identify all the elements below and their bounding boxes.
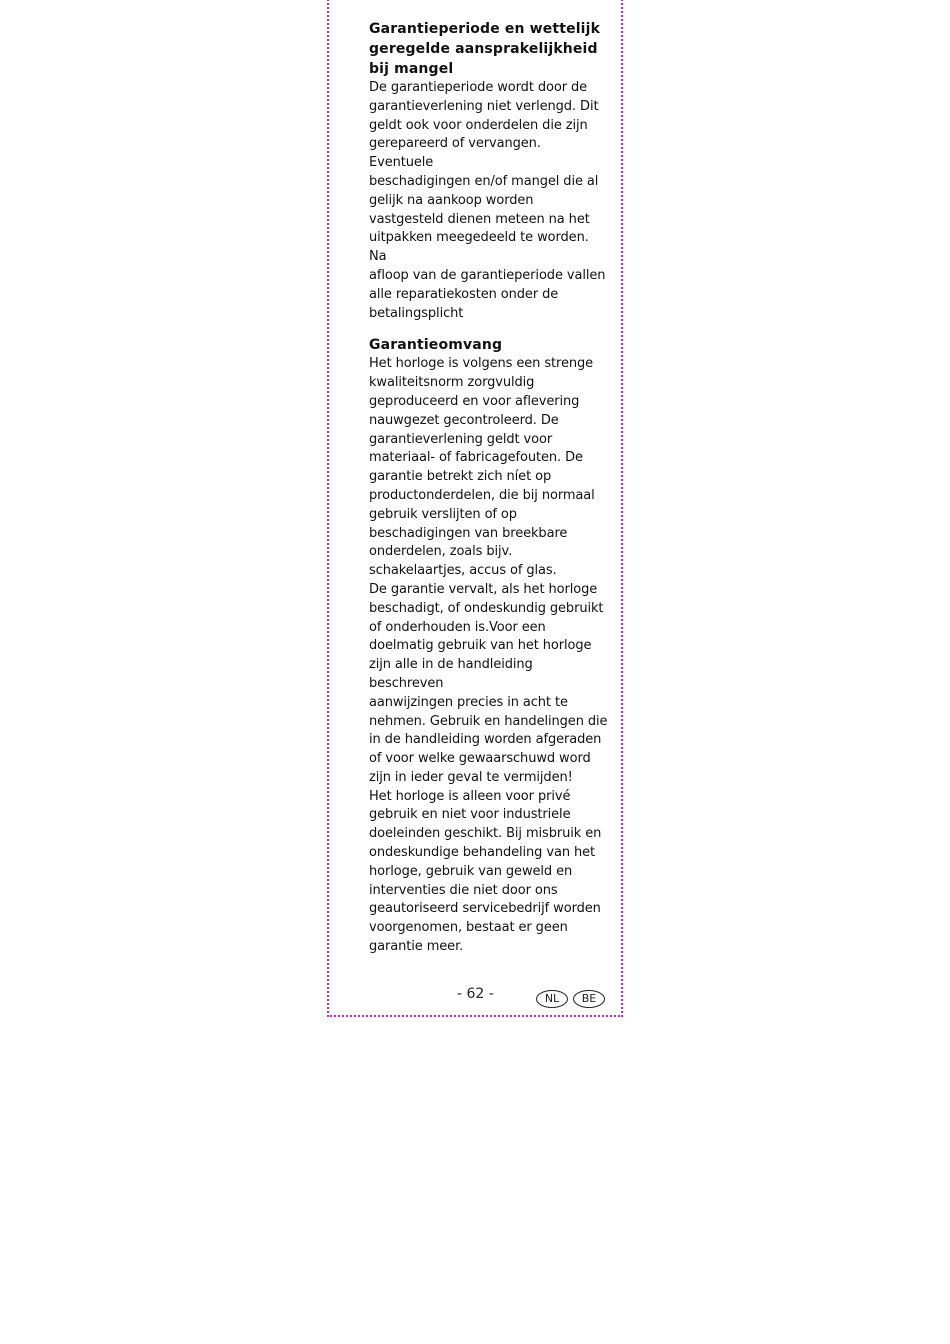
section-paragraph: Het horloge is volgens een strenge kwaliteitsnorm zorgvuldig geproduceerd en voor aflevering nauwgezet gecontroleerd. De garantieverlening geldt voor materiaal- of fabricagefouten. De garantie betrekt zich níet op productonderdelen, die bij normaal gebruik verslijten of op beschadigingen van breekbare onderdelen, zoals bijv. schakelaartjes, accus of glas. De garantie vervalt, als het horloge beschadigt, of ondeskundig gebruikt of onderhouden is.Voor een doelmatig gebruik van het horloge zijn alle in de handleiding beschreven aanwijzingen precies in acht te nehmen. Gebruik en handelingen die in de handleiding worden afgeraden of voor welke gewaarschuwd word zijn in ieder geval te vermijden! Het horloge is alleen voor privé gebruik en niet voor industriele doeleinden geschikt. Bij misbruik en ondeskundige behandeling van het horloge, gebruik van geweld en interventies die niet door ons geautoriseerd servicebedrijf worden voorgenomen, bestaat er geen garantie meer. — [369, 356, 608, 955]
section-warranty-scope — [369, 335, 609, 957]
page-footer — [329, 983, 621, 1013]
page-number: - 62 - — [457, 986, 494, 1002]
section-heading: Garantieomvang — [369, 337, 503, 354]
country-badge-be: BE — [573, 990, 605, 1008]
country-badges — [536, 990, 605, 1008]
section-warranty-period — [369, 19, 609, 323]
country-badge-nl: NL — [536, 990, 568, 1008]
section-paragraph: De garantieperiode wordt door de garantieverlening niet verlengd. Dit geldt ook voor onderdelen die zijn gerepareerd of vervangen. Eventuele beschadigingen en/of mangel die al gelijk na aankoop worden vastgesteld dienen meteen na het uitpakken meegedeeld te worden. Na afloop van de garantieperiode vallen alle reparatiekosten onder de betalingsplicht — [369, 80, 606, 321]
document-content — [369, 19, 609, 957]
section-heading: Garantieperiode en wettelijk geregelde aansprakelijkheid bij mangel — [369, 21, 601, 77]
